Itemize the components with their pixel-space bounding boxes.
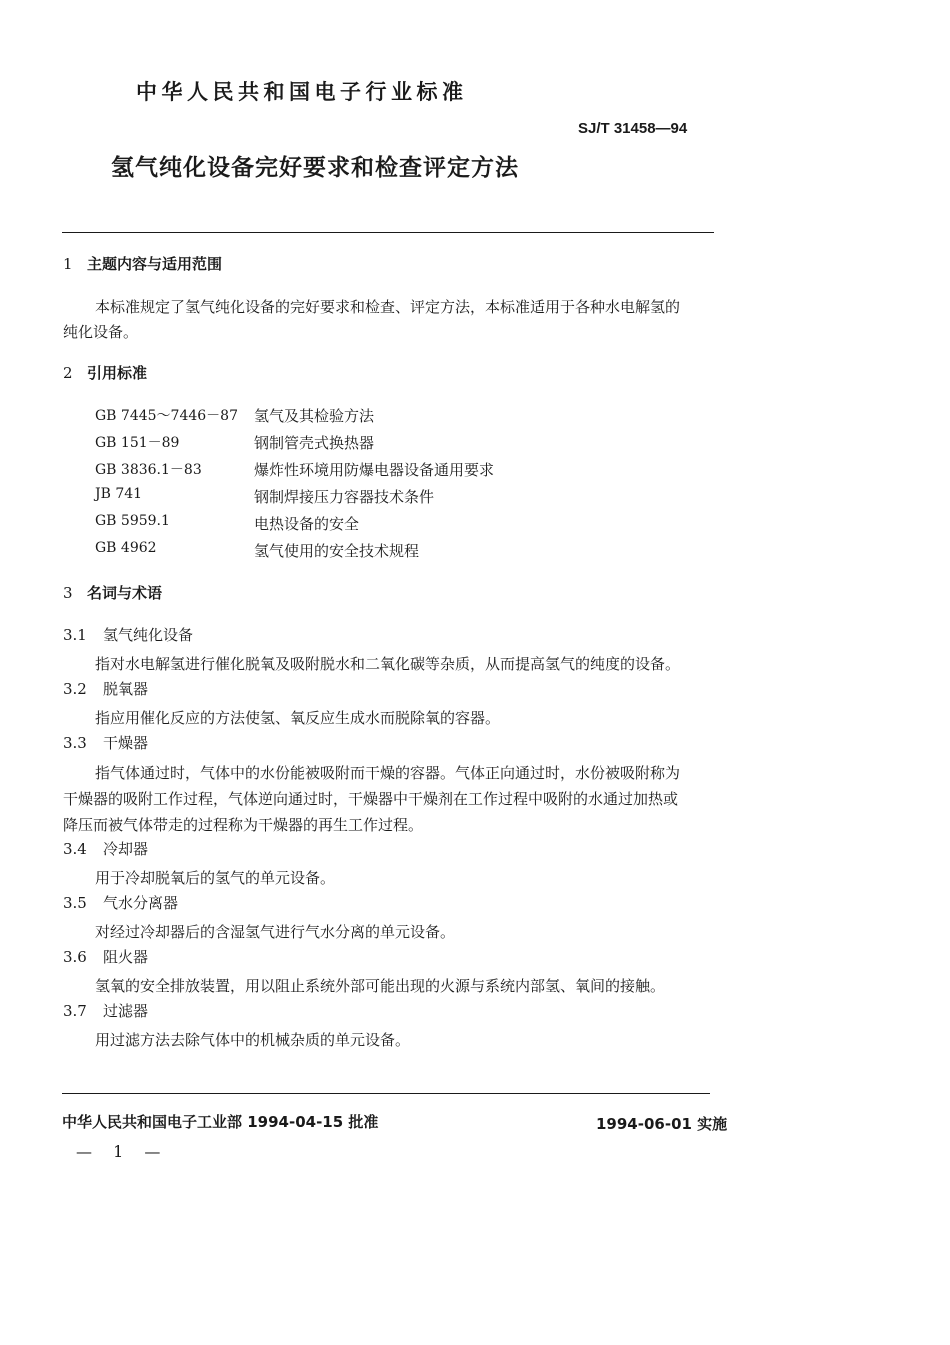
term-definition: 干燥器的吸附工作过程，气体逆向通过时，干燥器中干燥剂在工作过程中吸附的水通过加热或 <box>63 790 679 808</box>
term-name: 氢气纯化设备 <box>103 626 194 644</box>
section-3-number: 3 <box>63 584 73 602</box>
term-heading <box>63 624 193 645</box>
page-number: — 1 — <box>76 1142 169 1161</box>
section-1-paragraph-line-2: 纯化设备。 <box>63 323 139 341</box>
term-number: 3.4 <box>63 840 87 858</box>
term-definition: 降压而被气体带走的过程称为干燥器的再生工作过程。 <box>63 816 424 834</box>
effective-date: 1994-06-01 实施 <box>596 1115 728 1133</box>
section-2-number: 2 <box>63 364 73 382</box>
term-number: 3.6 <box>63 948 87 966</box>
approval-line: 中华人民共和国电子工业部 1994-04-15 批准 <box>62 1113 379 1131</box>
term-name: 冷却器 <box>103 840 149 858</box>
term-definition: 指对水电解氢进行催化脱氧及吸附脱水和二氧化碳等杂质，从而提高氢气的纯度的设备。 <box>95 655 681 673</box>
standard-code: SJ/T 31458—94 <box>578 120 688 137</box>
reference-code: GB 5959.1 <box>95 513 170 529</box>
term-name: 阻火器 <box>103 948 149 966</box>
section-2-heading <box>63 362 147 383</box>
term-number: 3.2 <box>63 680 87 698</box>
section-2-title: 引用标准 <box>87 364 148 382</box>
term-number: 3.3 <box>63 734 87 752</box>
term-name: 干燥器 <box>103 734 149 752</box>
standard-organization: 中华人民共和国电子行业标准 <box>136 80 468 104</box>
reference-title: 爆炸性环境用防爆电器设备通用要求 <box>254 461 495 479</box>
section-1-title: 主题内容与适用范围 <box>87 255 223 273</box>
reference-title: 电热设备的安全 <box>254 515 360 533</box>
header-divider <box>62 232 714 233</box>
term-heading <box>63 1000 148 1021</box>
reference-title: 氢气使用的安全技术规程 <box>254 542 420 560</box>
term-definition: 用于冷却脱氧后的氢气的单元设备。 <box>95 869 336 887</box>
footer-divider <box>62 1093 710 1094</box>
reference-title: 钢制管壳式换热器 <box>254 434 375 452</box>
term-heading <box>63 678 148 699</box>
reference-code: JB 741 <box>95 486 143 502</box>
term-definition: 指气体通过时，气体中的水份能被吸附而干燥的容器。气体正向通过时，水份被吸附称为 <box>95 764 681 782</box>
term-heading <box>63 838 148 859</box>
term-name: 过滤器 <box>103 1002 149 1020</box>
section-3-heading <box>63 582 162 603</box>
term-definition: 用过滤方法去除气体中的机械杂质的单元设备。 <box>95 1031 411 1049</box>
document-title: 氢气纯化设备完好要求和检查评定方法 <box>111 155 519 181</box>
term-definition: 对经过冷却器后的含湿氢气进行气水分离的单元设备。 <box>95 923 456 941</box>
reference-title: 钢制焊接压力容器技术条件 <box>254 488 435 506</box>
section-3-title: 名词与术语 <box>87 584 163 602</box>
section-1-number: 1 <box>63 255 73 273</box>
term-name: 脱氧器 <box>103 680 149 698</box>
term-definition: 指应用催化反应的方法使氢、氧反应生成水而脱除氧的容器。 <box>95 709 501 727</box>
term-heading <box>63 732 148 753</box>
reference-code: GB 7445～7446－87 <box>95 408 238 424</box>
term-number: 3.5 <box>63 894 87 912</box>
term-heading <box>63 892 178 913</box>
reference-code: GB 4962 <box>95 540 157 556</box>
term-heading <box>63 946 148 967</box>
reference-code: GB 151－89 <box>95 435 180 451</box>
term-definition: 氢氧的安全排放装置，用以阻止系统外部可能出现的火源与系统内部氢、氧间的接触。 <box>95 977 666 995</box>
term-number: 3.7 <box>63 1002 87 1020</box>
reference-code: GB 3836.1－83 <box>95 462 202 478</box>
section-1-paragraph-line-1: 本标准规定了氢气纯化设备的完好要求和检查、评定方法，本标准适用于各种水电解氢的 <box>95 298 681 316</box>
term-number: 3.1 <box>63 626 87 644</box>
term-name: 气水分离器 <box>103 894 179 912</box>
reference-title: 氢气及其检验方法 <box>254 407 375 425</box>
section-1-heading <box>63 253 222 274</box>
